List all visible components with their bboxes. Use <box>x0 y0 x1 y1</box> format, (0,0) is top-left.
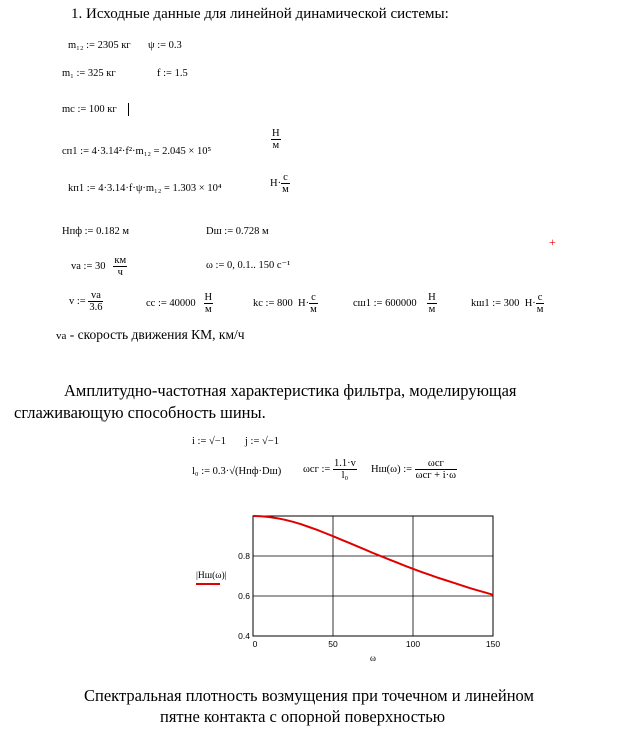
plot-frame <box>253 516 493 636</box>
param-f[interactable]: f := 1.5 <box>157 68 188 79</box>
param-v[interactable]: v := $\frac{vа}{3.6}$ <box>69 290 103 313</box>
x-tick-0: 0 <box>252 639 258 649</box>
y-tick-0.6: 0.6 <box>238 591 250 601</box>
param-cp1[interactable]: cп1 := 4·3.14²·f²·m₁₂ = 2.045 × 10⁵ <box>62 146 212 157</box>
param-cc[interactable]: cс := 40000 $\frac{Н}{м}$ <box>146 292 213 315</box>
param-hpf[interactable]: Hпф := 0.182 м <box>62 226 129 237</box>
def-j[interactable]: j := √−1 <box>245 436 279 447</box>
cp1-unit: $\frac{Н}{м}$ <box>272 128 280 151</box>
y-tick-0.8: 0.8 <box>238 551 250 561</box>
afc-chart[interactable] <box>190 500 510 672</box>
def-H[interactable]: Hш(ω) := $\frac{\text{ωсг}}{\text{ωсг + i·ω}}$ <box>371 458 457 481</box>
def-wcr[interactable]: ωсг := $\frac{1.1\cdot v}{\text{l₀}}$ <box>303 458 356 481</box>
x-tick-50: 50 <box>328 639 338 649</box>
param-kc[interactable]: kс := 800 Н· $\frac{с}{м}$ <box>253 292 317 315</box>
param-csh1[interactable]: cш1 := 600000 $\frac{Н}{м}$ <box>353 292 436 315</box>
va-note: vа - скорость движения КМ, км/ч <box>56 327 245 342</box>
param-dsh[interactable]: Dш := 0.728 м <box>206 226 269 237</box>
y-tick-labels <box>238 551 250 641</box>
param-psi[interactable]: ψ := 0.3 <box>148 40 182 51</box>
param-mc[interactable]: mс := 100 кг <box>62 104 117 115</box>
spectral-line2: пятне контакта с опорной поверхностью <box>160 707 446 726</box>
kp1-unit: Н· $\frac{с}{м}$ <box>270 172 289 195</box>
param-m1[interactable]: m₁ := 325 кг <box>62 68 116 79</box>
param-kp1[interactable]: kп1 := 4·3.14·f·ψ·m₁₂ = 1.303 × 10⁴ <box>68 183 222 194</box>
def-i[interactable]: i := √−1 <box>192 436 226 447</box>
text-cursor <box>128 103 129 116</box>
spectral-line1: Спектральная плотность возмущения при точечном и линейном <box>84 686 534 705</box>
x-tick-labels <box>253 639 501 649</box>
grid <box>253 516 493 636</box>
red-placeholder-marker: + <box>549 235 556 249</box>
x-tick-150: 150 <box>485 639 501 649</box>
y-axis-label: |Hш(ω)| <box>196 571 227 581</box>
y-tick-0.4: 0.4 <box>238 631 250 641</box>
series-line-Hsh <box>253 516 493 595</box>
param-omega[interactable]: ω := 0, 0.1.. 150 с⁻¹ <box>206 260 291 271</box>
x-axis-label: ω <box>370 653 376 663</box>
afc-paragraph: Амплитудно-частотная характеристика фильтра, моделирующая сглаживающую способность шины. <box>14 381 517 422</box>
section-heading: 1. Исходные данные для линейной динамической системы: <box>71 6 449 22</box>
param-va[interactable]: vа := 30 $\frac{км}{ч}$ <box>71 255 127 278</box>
def-l0[interactable]: l₀ := 0.3·√(Hпф·Dш) <box>192 466 282 477</box>
param-ksh1[interactable]: kш1 := 300 Н· $\frac{с}{м}$ <box>471 292 544 315</box>
param-m12[interactable]: m₁₂ := 2305 кг <box>68 40 131 51</box>
x-tick-100: 100 <box>405 639 421 649</box>
